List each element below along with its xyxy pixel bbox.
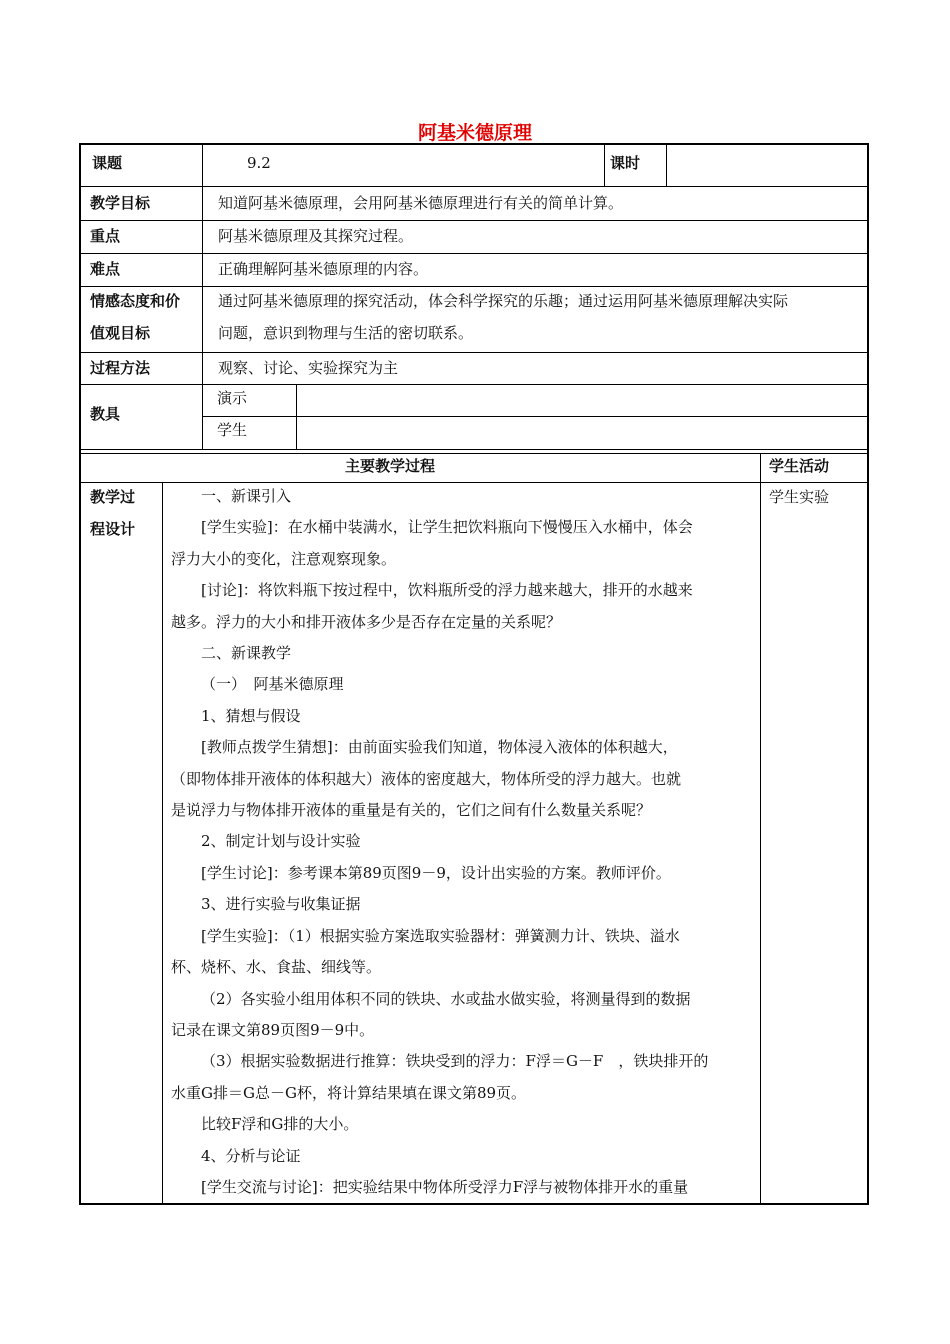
process-line: 二、新课教学 xyxy=(201,644,292,663)
lesson-plan-table xyxy=(79,143,869,1205)
process-line: 2、制定计划与设计实验 xyxy=(201,832,361,851)
key-label: 重点 xyxy=(90,227,121,245)
process-line: （2）各实验小组用体积不同的铁块、水或盐水做实验，将测量得到的数据 xyxy=(201,989,691,1008)
process-line: [学生实验]：（1）根据实验方案选取实验器材：弹簧测力计、铁块、溢水 xyxy=(201,926,680,945)
process-line: [学生实验]：在水桶中装满水，让学生把饮料瓶向下慢慢压入水桶中，体会 xyxy=(201,518,693,537)
process-line: [学生讨论]：参考课本第89页图9－9，设计出实验的方案。教师评价。 xyxy=(201,863,671,882)
page-title: 阿基米德原理 xyxy=(417,122,532,144)
tools-student-label: 学生 xyxy=(217,421,248,439)
tools-label: 教具 xyxy=(90,405,121,423)
process-body xyxy=(171,481,757,1203)
key-value: 阿基米德原理及其探究过程。 xyxy=(218,227,414,245)
method-label: 过程方法 xyxy=(90,359,151,377)
process-line: 1、猜想与假设 xyxy=(201,706,301,725)
process-line: （一） 阿基米德原理 xyxy=(201,675,344,694)
difficulty-value: 正确理解阿基米德原理的内容。 xyxy=(218,260,429,278)
process-line: 浮力大小的变化，注意观察现象。 xyxy=(171,549,397,568)
process-line: 杯、烧杯、水、食盐、细线等。 xyxy=(171,958,382,977)
topic-value: 9.2 xyxy=(247,154,271,172)
process-line: [教师点拨学生猜想]：由前面实验我们知道，物体浸入液体的体积越大， xyxy=(201,738,678,757)
process-line: （即物体排开液体的体积越大）液体的密度越大，物体所受的浮力越大。也就 xyxy=(171,769,682,788)
process-line: [学生交流与讨论]：把实验结果中物体所受浮力F浮与被物体排开水的重量 xyxy=(201,1177,689,1196)
process-line: （3）根据实验数据进行推算：铁块受到的浮力：F浮＝G－F ，铁块排开的 xyxy=(201,1052,709,1071)
activity-value: 学生实验 xyxy=(769,488,830,506)
goal-value: 知道阿基米德原理，会用阿基米德原理进行有关的简单计算。 xyxy=(218,194,624,212)
process-line: 4、分析与论证 xyxy=(201,1146,301,1165)
process-line: 越多。浮力的大小和排开液体多少是否存在定量的关系呢？ xyxy=(171,612,562,631)
process-line: 比较F浮和G排的大小。 xyxy=(201,1115,359,1134)
topic-label: 课题 xyxy=(92,154,123,172)
process-line: 是说浮力与物体排开液体的重量是有关的，它们之间有什么数量关系呢？ xyxy=(171,801,652,820)
process-heading: 主要教学过程 xyxy=(345,457,436,475)
design-label-line1: 教学过 xyxy=(90,488,136,506)
process-line: 水重G排＝G总－G杯，将计算结果填在课文第89页。 xyxy=(171,1083,527,1102)
attitude-label-line2: 值观目标 xyxy=(90,324,151,342)
process-line: 一、新课引入 xyxy=(201,487,292,505)
attitude-label-line1: 情感态度和价 xyxy=(90,292,181,310)
activity-heading: 学生活动 xyxy=(769,457,830,475)
attitude-value-line1: 通过阿基米德原理的探究活动，体会科学探究的乐趣；通过运用阿基米德原理解决实际 xyxy=(218,292,789,310)
period-label: 课时 xyxy=(610,154,641,172)
tools-demo-label: 演示 xyxy=(217,389,248,407)
design-label-line2: 程设计 xyxy=(90,520,136,538)
difficulty-label: 难点 xyxy=(90,260,121,278)
method-value: 观察、讨论、实验探究为主 xyxy=(218,359,399,377)
attitude-value-line2: 问题，意识到物理与生活的密切联系。 xyxy=(218,324,474,342)
process-line: 记录在课文第89页图9－9中。 xyxy=(171,1020,375,1039)
goal-label: 教学目标 xyxy=(90,194,151,212)
process-line: 3、进行实验与收集证据 xyxy=(201,895,361,914)
process-line: [讨论]：将饮料瓶下按过程中，饮料瓶所受的浮力越来越大，排开的水越来 xyxy=(201,581,693,600)
